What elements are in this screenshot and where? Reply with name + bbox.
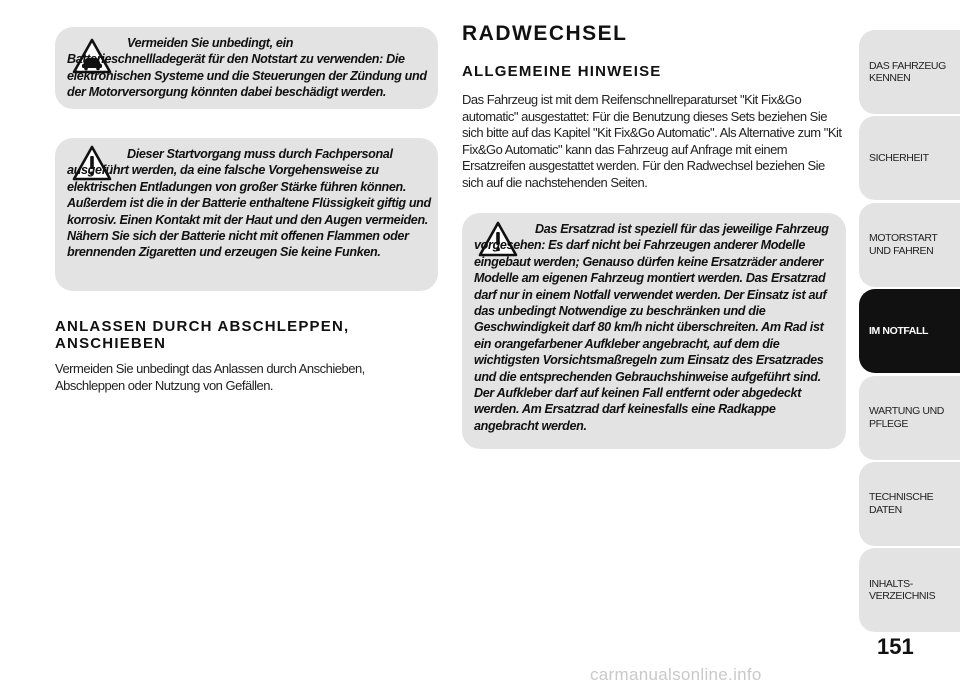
section-body-tow: Vermeiden Sie unbedingt das Anlassen durch Anschieben, Abschleppen oder Nutzung von Gefällen. <box>55 361 365 393</box>
tab-label: MOTORSTART UND FAHREN <box>869 232 938 257</box>
section-body-wheel: Das Fahrzeug ist mit dem Reifenschnellreparaturset "Kit Fix&Go automatic" ausgestattet: Für die Benutzung dieses Sets beziehen Sie sich bitte auf das Kapitel "Kit Fix&Go Automatic". Als Alternative zum "Kit Fix&Go Automatic" kann das Fahrzeug auf Anfrage mit einem Ersatzreifen ausgestattet werden. Für den Radwechsel beziehen Sie sich auf die nachstehenden Seiten. <box>462 92 842 190</box>
tab-label: IM NOTFALL <box>869 324 928 337</box>
warning-text: Das Ersatzrad ist speziell für das jeweilige Fahrzeug vorgesehen: Es darf nicht bei Fahrzeugen anderer Modelle eingebaut werden; Genauso dürfen keine Ersatzräder anderer Modelle am eigenen Fahrzeug montiert werden. Das Ersatzrad darf nur in einem Notfall verwendet werden. Der Einsatz ist auf das unbedingt Notwendige zu beschränken und die Geschwindigkeit darf 80 km/h nicht überschreiten. Am Rad ist ein orangefarbener Aufkleber angebracht, auf dem die wichtigsten Vorsichtsmaßregeln zum Einsatz des Ersatzrades und die entsprechenden Gebrauchshinweise aufgeführt sind. Der Aufkleber darf auf keinen Fall entfernt oder abgedeckt werden. Am Ersatzrad darf keinesfalls eine Radkappe angebracht werden. <box>474 222 829 433</box>
warning-box-battery-charger <box>55 27 438 109</box>
tab-inhaltsverzeichnis[interactable] <box>859 548 960 632</box>
tab-motorstart-und-fahren[interactable] <box>859 203 960 287</box>
tab-label: WARTUNG UND PFLEGE <box>869 405 944 430</box>
watermark: carmanualsonline.info <box>590 665 762 684</box>
heading-line: ANLASSEN DURCH ABSCHLEPPEN, <box>55 318 350 335</box>
tab-label: TECHNISCHE DATEN <box>869 491 934 516</box>
page-number: 151 <box>877 634 914 659</box>
tab-label: INHALTS- VERZEICHNIS <box>869 577 936 603</box>
section-heading-tow <box>55 318 349 352</box>
tab-technische-daten[interactable] <box>859 462 960 546</box>
heading-line: ANSCHIEBEN <box>55 335 167 352</box>
section-subtitle: ALLGEMEINE HINWEISE <box>462 63 662 80</box>
tab-das-fahrzeug-kennen[interactable] <box>859 30 960 114</box>
warning-text: Dieser Startvorgang muss durch Fachpersonal ausgeführt werden, da eine falsche Vorgehensweise zu elektrischen Entladungen von großer Stärke führen können. Außerdem ist die in der Batterie enthaltene Flüssigkeit giftig und korrosiv. Einen Kontakt mit der Haut und den Augen vermeiden. Nähern Sie sich der Batterie nicht mit offenen Flammen oder brennenden Zigaretten und erzeugen Sie keine Funken. <box>67 147 431 260</box>
tab-sicherheit[interactable] <box>859 116 960 200</box>
tab-label: DAS FAHRZEUG KENNEN <box>869 59 946 84</box>
warning-box-tow-start <box>55 138 438 291</box>
warning-text: Vermeiden Sie unbedingt, ein Batterieschnellladegerät für den Notstart zu verwenden: Die elektronischen Systeme und die Steuerungen der Zündung und der Motorversorgung könnten dabei beschädigt werden. <box>67 36 427 100</box>
tab-im-notfall[interactable] <box>859 289 960 373</box>
tab-wartung-und-pflege[interactable] <box>859 376 960 460</box>
chapter-tabs <box>859 30 960 635</box>
tab-label: SICHERHEIT <box>869 152 929 165</box>
warning-box-spare-wheel <box>462 213 846 449</box>
page-title: RADWECHSEL <box>462 22 628 45</box>
